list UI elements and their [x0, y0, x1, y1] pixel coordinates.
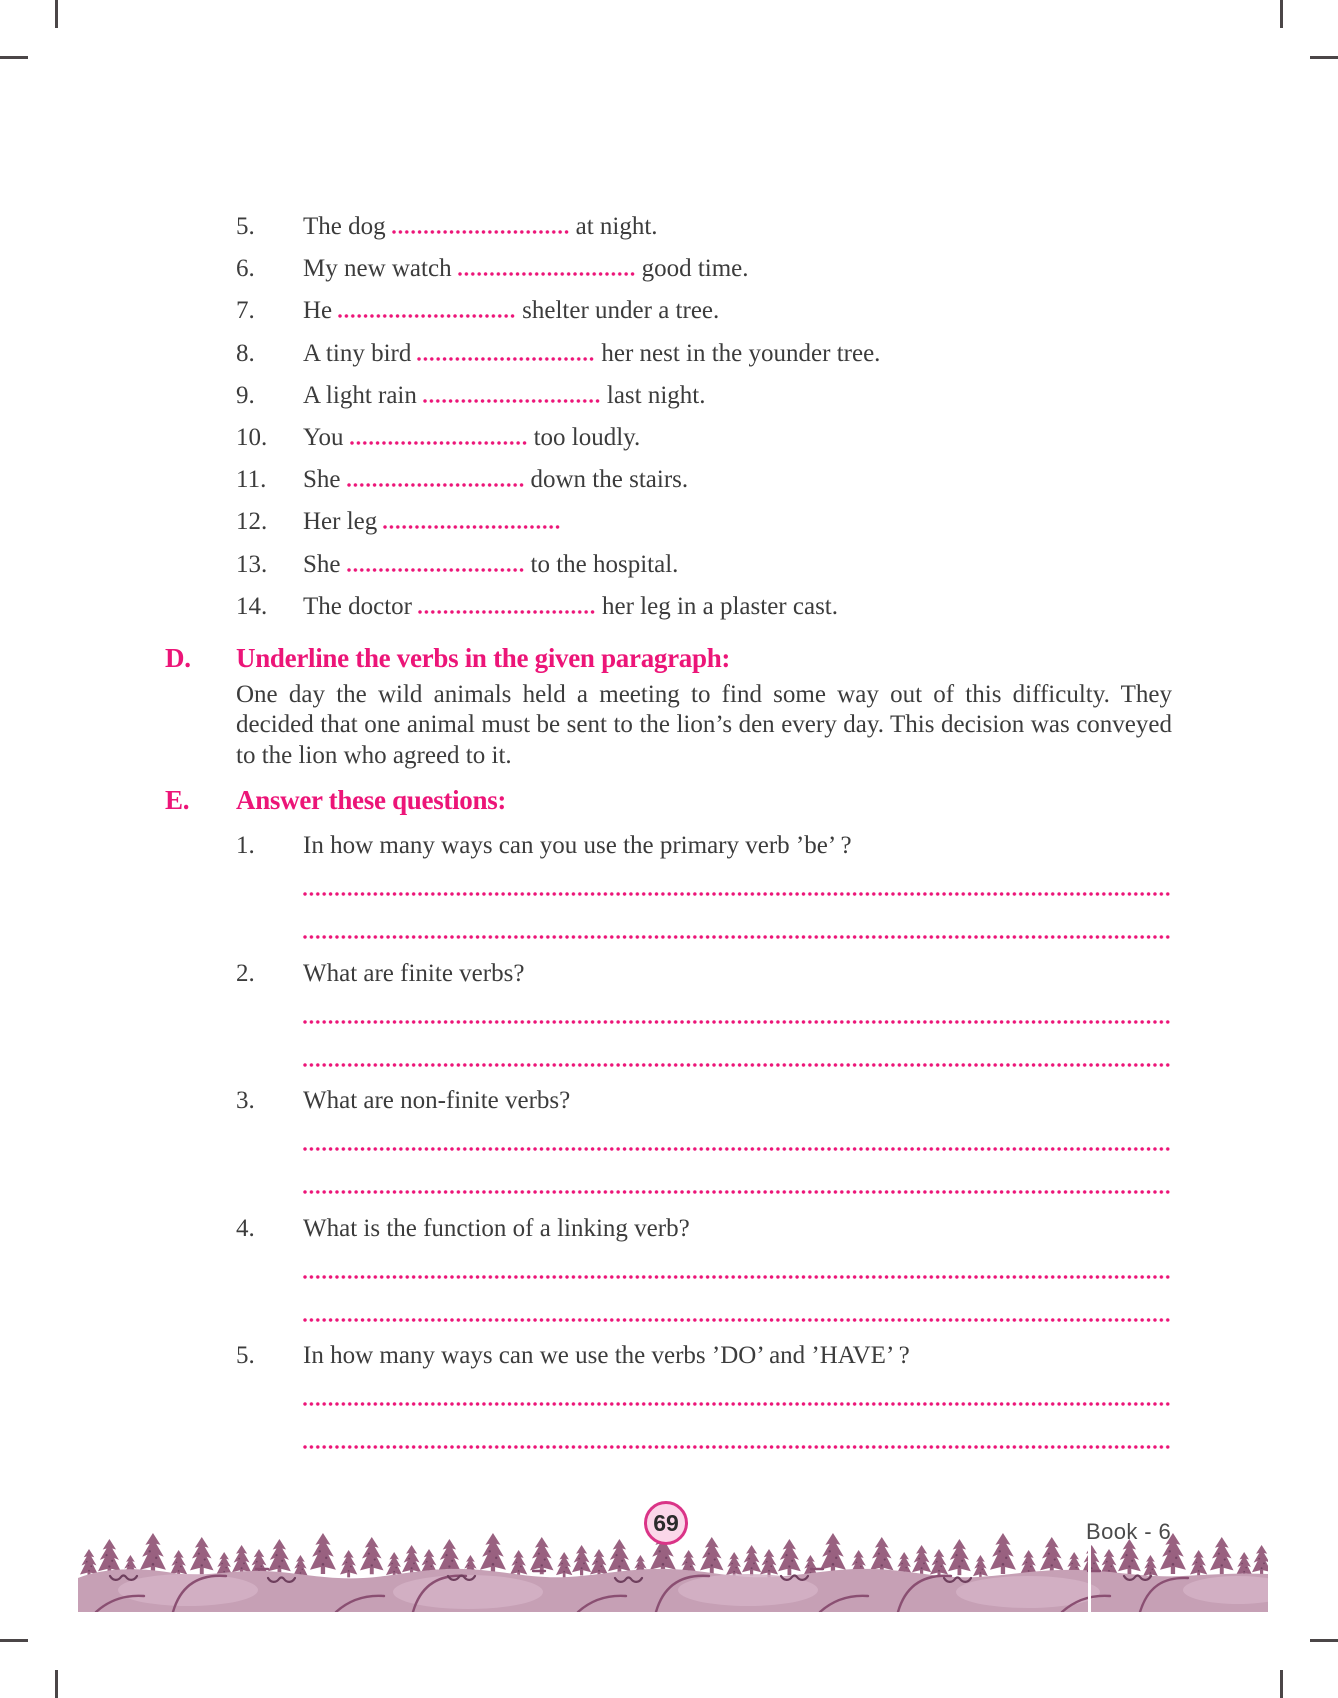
section-title: Answer these questions:: [236, 785, 507, 815]
question-number: 1.: [236, 832, 255, 859]
section-title: Underline the verbs in the given paragraph:: [236, 643, 731, 673]
question-block: [236, 830, 1181, 958]
book-label: Book - 6: [1086, 1519, 1172, 1544]
item-text-post: to the hospital.: [530, 550, 679, 578]
answer-blank: [338, 314, 516, 318]
answer-line: [303, 1402, 1170, 1406]
fill-item: [236, 544, 880, 586]
question-number: 2.: [236, 959, 255, 987]
answer-blank: [458, 272, 636, 276]
answer-line: [303, 1190, 1170, 1194]
item-text-pre: A tiny bird: [303, 339, 412, 367]
item-text-post: shelter under a tree.: [522, 297, 720, 325]
item-number: 14.: [236, 592, 268, 620]
answer-line: [303, 1445, 1170, 1449]
fill-in-the-blanks-list: [236, 206, 880, 628]
item-text-pre: Her leg: [303, 508, 378, 536]
item-number: 13.: [236, 550, 268, 578]
section-d-heading: [165, 641, 730, 675]
question-number: 5.: [236, 1342, 255, 1369]
item-number: 5.: [236, 213, 255, 240]
item-text-pre: My new watch: [303, 255, 452, 283]
item-text-post: down the stairs.: [530, 466, 689, 494]
item-text-pre: A light rain: [303, 381, 417, 409]
item-number: 11.: [236, 466, 267, 494]
question-text: In how many ways can we use the verbs ’DO’ and ’HAVE’ ?: [303, 1342, 910, 1369]
question-text: What is the function of a linking verb?: [303, 1214, 690, 1242]
fill-item: [236, 290, 880, 332]
answer-line: [303, 1147, 1170, 1151]
crop-mark: [55, 1670, 58, 1698]
question-text: In how many ways can you use the primary verb ’be’ ?: [303, 832, 852, 859]
crop-mark: [1280, 0, 1283, 28]
answer-line: [303, 1020, 1170, 1024]
answer-line: [303, 1275, 1170, 1279]
answer-blank: [347, 568, 525, 572]
crop-mark: [0, 56, 28, 59]
item-number: 9.: [236, 381, 255, 409]
item-text-post: her leg in a plaster cast.: [601, 592, 838, 620]
crop-mark: [1310, 56, 1338, 59]
fill-item: [236, 333, 880, 375]
item-text-post: her nest in the younder tree.: [601, 339, 881, 367]
fill-item: [236, 417, 880, 459]
item-text-pre: The doctor: [303, 592, 412, 620]
question-block: [236, 1340, 1181, 1468]
fill-item: [236, 586, 880, 628]
question-number: 4.: [236, 1214, 255, 1242]
item-text-post: good time.: [641, 255, 749, 283]
answer-blank: [423, 399, 601, 403]
exercise-paragraph: One day the wild animals held a meeting to find some way out of this difficulty. They decided that one animal must be sent to the lion’s den every day. This decision was conveyed to the lion who agreed to it.: [236, 681, 1172, 769]
item-number: 6.: [236, 255, 255, 283]
section-letter: E.: [165, 785, 190, 815]
fill-item: [236, 501, 880, 543]
answer-blank: [392, 230, 570, 234]
question-block: [236, 1213, 1181, 1341]
item-text-pre: You: [303, 423, 344, 451]
item-number: 8.: [236, 339, 255, 367]
fill-item: [236, 459, 880, 501]
item-text-post: too loudly.: [533, 423, 641, 451]
answer-line: [303, 935, 1170, 939]
fill-item: [236, 248, 880, 290]
page-number: 69: [653, 1509, 679, 1536]
answer-blank: [418, 610, 596, 614]
item-number: 12.: [236, 508, 268, 536]
answer-blank: [383, 525, 561, 529]
item-text-pre: She: [303, 550, 341, 578]
question-number: 3.: [236, 1087, 255, 1114]
section-letter: D.: [165, 643, 191, 673]
section-e-heading: [165, 783, 506, 817]
item-text-post: at night.: [575, 213, 658, 240]
question-block: [236, 958, 1181, 1086]
question-block: [236, 1085, 1181, 1213]
item-text-pre: He: [303, 297, 333, 325]
answer-blank: [347, 483, 525, 487]
answer-line: [303, 1318, 1170, 1322]
page-number-badge: [644, 1501, 688, 1545]
fill-item: [236, 375, 880, 417]
question-text: What are non-finite verbs?: [303, 1087, 571, 1114]
fill-item: [236, 206, 880, 248]
answer-blank: [350, 441, 528, 445]
item-number: 10.: [236, 423, 268, 451]
questions-list: [236, 830, 1181, 1468]
item-text-pre: She: [303, 466, 341, 494]
crop-mark: [55, 0, 58, 28]
crop-mark: [0, 1639, 28, 1642]
answer-line: [303, 1063, 1170, 1067]
item-text-pre: The dog: [303, 213, 386, 240]
item-text-post: last night.: [606, 381, 706, 409]
item-number: 7.: [236, 297, 255, 325]
answer-line: [303, 892, 1170, 896]
crop-mark: [1280, 1670, 1283, 1698]
question-text: What are finite verbs?: [303, 959, 525, 987]
crop-mark: [1310, 1639, 1338, 1642]
answer-blank: [417, 357, 595, 361]
